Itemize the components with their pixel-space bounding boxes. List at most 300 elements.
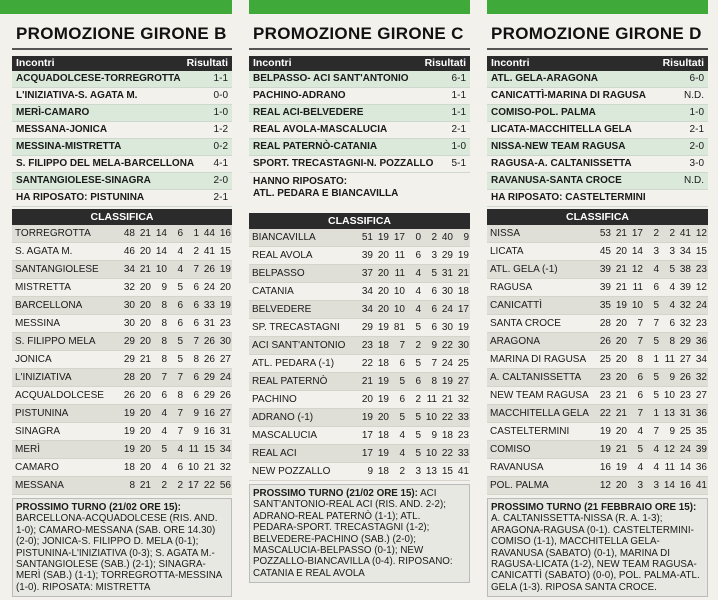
stat-cell: 24 xyxy=(438,355,454,373)
standings-row xyxy=(487,261,708,279)
stat-cell: 6 xyxy=(406,247,422,265)
stat-cell: 30 xyxy=(438,283,454,301)
stat-cell: 2 xyxy=(184,243,200,261)
stat-cell: 20 xyxy=(612,243,628,261)
stat-cell: 20 xyxy=(612,369,628,387)
team-name: SANTA CROCE xyxy=(487,315,591,333)
girone-c-title: PROMOZIONE GIRONE C xyxy=(253,24,464,43)
match-teams: NISSA-NEW TEAM RAGUSA xyxy=(491,141,626,152)
stat-cell: 7 xyxy=(628,333,644,351)
standings-row xyxy=(12,243,232,261)
team-name: CAMARO xyxy=(12,459,115,477)
standings-row xyxy=(249,337,470,355)
stat-cell: 5 xyxy=(422,265,438,283)
team-name: CATANIA xyxy=(249,283,353,301)
stat-cell: 20 xyxy=(136,441,152,459)
team-name: COMISO xyxy=(487,441,591,459)
stat-cell: 4 xyxy=(628,459,644,477)
stat-cell: 20 xyxy=(136,243,152,261)
standings-row xyxy=(12,423,232,441)
stat-cell: 6 xyxy=(390,355,406,373)
stat-cell: 29 xyxy=(115,351,136,369)
stat-cell: 6 xyxy=(152,387,168,405)
incontri-label: Incontri xyxy=(491,57,530,69)
stat-cell: 5 xyxy=(390,409,406,427)
stat-cell: 5 xyxy=(644,369,660,387)
team-name: JONICA xyxy=(12,351,115,369)
stat-cell: 24 xyxy=(692,297,708,315)
stat-cell: 7 xyxy=(184,333,200,351)
stat-cell: 2 xyxy=(406,337,422,355)
match-result: 2-0 xyxy=(689,141,704,152)
stat-cell: 19 xyxy=(591,423,612,441)
stat-cell: 31 xyxy=(676,405,692,423)
stat-cell: 2 xyxy=(390,463,406,481)
stat-cell: 21 xyxy=(454,265,470,283)
stat-cell: 20 xyxy=(216,279,232,297)
stat-cell: 23 xyxy=(692,315,708,333)
standings-row xyxy=(249,373,470,391)
stat-cell: 16 xyxy=(591,459,612,477)
match-teams: CANICATTÌ-MARINA DI RAGUSA xyxy=(491,90,646,101)
stat-cell: 81 xyxy=(390,319,406,337)
stat-cell: 19 xyxy=(374,391,390,409)
stat-cell: 17 xyxy=(353,427,374,445)
stat-cell: 5 xyxy=(390,373,406,391)
stat-cell: 19 xyxy=(454,319,470,337)
stat-cell: 7 xyxy=(422,355,438,373)
stat-cell: 5 xyxy=(644,333,660,351)
stat-cell: 19 xyxy=(591,441,612,459)
stat-cell: 15 xyxy=(216,243,232,261)
match-row xyxy=(249,156,470,173)
standings-row xyxy=(487,405,708,423)
match-teams: L'INIZIATIVA-S. AGATA M. xyxy=(16,90,138,101)
stat-cell: 4 xyxy=(406,301,422,319)
stat-cell: 6 xyxy=(390,391,406,409)
matches-list xyxy=(487,71,708,207)
match-teams: LICATA-MACCHITELLA GELA xyxy=(491,124,632,135)
standings-row xyxy=(249,265,470,283)
stat-cell: 6 xyxy=(168,459,184,477)
stat-cell: 36 xyxy=(692,459,708,477)
stat-cell: 19 xyxy=(612,297,628,315)
standings-table xyxy=(12,225,232,495)
stat-cell: 33 xyxy=(454,409,470,427)
next-round xyxy=(487,498,708,597)
stat-cell: 25 xyxy=(591,351,612,369)
stat-cell: 21 xyxy=(200,459,216,477)
stat-cell: 6 xyxy=(184,369,200,387)
standings-row xyxy=(249,409,470,427)
stat-cell: 20 xyxy=(612,333,628,351)
standings-row xyxy=(249,391,470,409)
stat-cell: 23 xyxy=(353,337,374,355)
stat-cell: 14 xyxy=(660,477,676,495)
team-name: ARAGONA xyxy=(487,333,591,351)
stat-cell: 20 xyxy=(612,423,628,441)
stat-cell: 22 xyxy=(438,409,454,427)
stat-cell: 24 xyxy=(216,369,232,387)
stat-cell: 4 xyxy=(152,423,168,441)
standings-row xyxy=(249,355,470,373)
stat-cell: 3 xyxy=(644,477,660,495)
team-name: CANICATTÌ xyxy=(487,297,591,315)
stat-cell: 7 xyxy=(644,315,660,333)
standings-table xyxy=(249,229,470,481)
match-result: 3-0 xyxy=(689,158,704,169)
stat-cell: 51 xyxy=(353,229,374,247)
stat-cell: 26 xyxy=(200,351,216,369)
match-teams: MERÌ-CAMARO xyxy=(16,107,90,118)
stat-cell: 20 xyxy=(374,247,390,265)
match-row xyxy=(487,156,708,173)
match-row xyxy=(487,71,708,88)
stat-cell: 26 xyxy=(200,261,216,279)
hanno-riposato-label: HANNO RIPOSATO: xyxy=(253,176,348,187)
risultati-label: Risultati xyxy=(662,57,704,69)
stat-cell: 12 xyxy=(628,261,644,279)
standings-row xyxy=(487,351,708,369)
stat-cell: 41 xyxy=(692,477,708,495)
stat-cell: 12 xyxy=(660,441,676,459)
stat-cell: 41 xyxy=(454,463,470,481)
stat-cell: 4 xyxy=(390,427,406,445)
stat-cell: 2 xyxy=(644,225,660,243)
match-teams: ATL. GELA-ARAGONA xyxy=(491,73,599,84)
stat-cell: 33 xyxy=(200,297,216,315)
match-teams: COMISO-POL. PALMA xyxy=(491,107,596,118)
stat-cell: 34 xyxy=(353,301,374,319)
stat-cell: 10 xyxy=(184,459,200,477)
matches-header xyxy=(487,56,708,71)
match-teams: HA RIPOSATO: CASTELTERMINI xyxy=(491,192,646,203)
stat-cell: 19 xyxy=(454,247,470,265)
team-name: MARINA DI RAGUSA xyxy=(487,351,591,369)
stat-cell: 4 xyxy=(168,441,184,459)
stat-cell: 15 xyxy=(438,463,454,481)
stat-cell: 13 xyxy=(660,405,676,423)
team-name: REAL AVOLA xyxy=(249,247,353,265)
team-name: REAL ACI xyxy=(249,445,353,463)
stat-cell: 9 xyxy=(660,423,676,441)
team-name: RAGUSA xyxy=(487,279,591,297)
stat-cell: 11 xyxy=(422,391,438,409)
stat-cell: 20 xyxy=(374,265,390,283)
classifica-header: CLASSIFICA xyxy=(249,213,470,229)
match-row xyxy=(249,122,470,139)
stat-cell: 7 xyxy=(168,405,184,423)
stat-cell: 14 xyxy=(152,225,168,243)
stat-cell: 8 xyxy=(168,387,184,405)
stat-cell: 3 xyxy=(660,243,676,261)
stat-cell: 31 xyxy=(216,423,232,441)
stat-cell: 0 xyxy=(406,229,422,247)
stat-cell: 53 xyxy=(591,225,612,243)
stat-cell: 16 xyxy=(200,405,216,423)
hanno-riposato xyxy=(249,173,470,203)
next-round xyxy=(249,484,470,583)
stat-cell: 11 xyxy=(660,459,676,477)
matches-list xyxy=(12,71,232,207)
stat-cell: 20 xyxy=(612,315,628,333)
standings-row xyxy=(249,229,470,247)
stat-cell: 15 xyxy=(200,441,216,459)
stat-cell: 39 xyxy=(676,279,692,297)
stat-cell: 37 xyxy=(353,265,374,283)
girone-d-title: PROMOZIONE GIRONE D xyxy=(491,24,702,43)
stat-cell: 2 xyxy=(152,477,168,495)
stat-cell: 35 xyxy=(591,297,612,315)
standings-row xyxy=(487,459,708,477)
stat-cell: 19 xyxy=(115,405,136,423)
standings-row xyxy=(487,297,708,315)
stat-cell: 19 xyxy=(374,445,390,463)
stat-cell: 4 xyxy=(644,459,660,477)
stat-cell: 19 xyxy=(216,297,232,315)
stat-cell: 8 xyxy=(152,297,168,315)
stat-cell: 7 xyxy=(390,337,406,355)
stat-cell: 20 xyxy=(136,297,152,315)
match-row xyxy=(249,139,470,156)
stat-cell: 6 xyxy=(184,387,200,405)
stat-cell: 14 xyxy=(152,243,168,261)
stat-cell: 4 xyxy=(660,279,676,297)
stat-cell: 24 xyxy=(438,301,454,319)
match-result: 5-1 xyxy=(451,158,466,169)
standings-row xyxy=(12,261,232,279)
match-result: 4-1 xyxy=(213,158,228,169)
match-row xyxy=(487,173,708,190)
stat-cell: 3 xyxy=(422,247,438,265)
standings-row xyxy=(249,301,470,319)
standings-row xyxy=(487,279,708,297)
divider xyxy=(249,48,470,50)
stat-cell: 20 xyxy=(136,423,152,441)
stat-cell: 30 xyxy=(454,337,470,355)
match-row xyxy=(487,190,708,207)
team-name: REAL PATERNÒ xyxy=(249,373,353,391)
stat-cell: 27 xyxy=(692,387,708,405)
stat-cell: 23 xyxy=(591,369,612,387)
stat-cell: 5 xyxy=(406,319,422,337)
stat-cell: 5 xyxy=(406,409,422,427)
stat-cell: 11 xyxy=(184,441,200,459)
stat-cell: 4 xyxy=(152,459,168,477)
match-result: N.D. xyxy=(684,90,704,101)
stat-cell: 5 xyxy=(406,355,422,373)
stat-cell: 19 xyxy=(612,459,628,477)
match-row xyxy=(12,122,232,139)
stat-cell: 23 xyxy=(676,387,692,405)
stat-cell: 29 xyxy=(115,333,136,351)
match-row xyxy=(12,190,232,207)
stat-cell: 5 xyxy=(168,279,184,297)
match-result: 6-0 xyxy=(689,73,704,84)
stat-cell: 19 xyxy=(353,409,374,427)
stat-cell: 6 xyxy=(184,279,200,297)
stat-cell: 39 xyxy=(591,261,612,279)
stat-cell: 21 xyxy=(438,391,454,409)
team-name: A. CALTANISSETTA xyxy=(487,369,591,387)
stat-cell: 9 xyxy=(184,405,200,423)
stat-cell: 21 xyxy=(136,477,152,495)
team-name: NEW TEAM RAGUSA xyxy=(487,387,591,405)
incontri-label: Incontri xyxy=(253,57,292,69)
stat-cell: 23 xyxy=(591,387,612,405)
standings-row xyxy=(487,477,708,495)
standings-row xyxy=(12,477,232,495)
match-result: 1-1 xyxy=(213,73,228,84)
match-teams: RAVANUSA-SANTA CROCE xyxy=(491,175,622,186)
stat-cell: 29 xyxy=(200,387,216,405)
team-name: MISTRETTA xyxy=(12,279,115,297)
match-teams: MESSINA-MISTRETTA xyxy=(16,141,122,152)
stat-cell: 34 xyxy=(216,441,232,459)
divider xyxy=(487,48,708,50)
stat-cell: 18 xyxy=(374,463,390,481)
match-teams: REAL ACI-BELVEDERE xyxy=(253,107,364,118)
stat-cell: 7 xyxy=(644,423,660,441)
match-result: 0-2 xyxy=(213,141,228,152)
team-name: MACCHITELLA GELA xyxy=(487,405,591,423)
stat-cell: 2 xyxy=(406,391,422,409)
team-name: BARCELLONA xyxy=(12,297,115,315)
classifica-header: CLASSIFICA xyxy=(487,209,708,225)
stat-cell: 36 xyxy=(692,333,708,351)
stat-cell: 16 xyxy=(676,477,692,495)
stat-cell: 3 xyxy=(644,243,660,261)
match-teams: S. FILIPPO DEL MELA-BARCELLONA xyxy=(16,158,195,169)
team-name: MESSANA xyxy=(12,477,115,495)
stat-cell: 48 xyxy=(115,225,136,243)
stat-cell: 23 xyxy=(692,261,708,279)
standings-row xyxy=(12,441,232,459)
stat-cell: 27 xyxy=(216,405,232,423)
stat-cell: 22 xyxy=(200,477,216,495)
stat-cell: 44 xyxy=(200,225,216,243)
stat-cell: 10 xyxy=(422,409,438,427)
stat-cell: 20 xyxy=(136,315,152,333)
stat-cell: 19 xyxy=(374,373,390,391)
stat-cell: 31 xyxy=(200,315,216,333)
team-name: NISSA xyxy=(487,225,591,243)
stat-cell: 6 xyxy=(422,283,438,301)
next-round xyxy=(12,498,232,597)
standings-row xyxy=(249,283,470,301)
stat-cell: 26 xyxy=(676,369,692,387)
match-teams: SANTANGIOLESE-SINAGRA xyxy=(16,175,151,186)
next-round-text: ACI SANT'ANTONIO-REAL ACI (RIS. AND. 2-2); ADRANO-REAL PATERNÒ (1-1); ATL. PEDARA-SPORT. TRECASTAGNI (1-2); BELVEDERE-PACHINO (SAB.) (2-0); MASCALUCIA-BELPASSO (0-1); NEW POZZALLO-BIANCAVILLA (0-4). RIPOSANO: CATANIA E REAL AVOLA xyxy=(253,488,453,579)
stat-cell: 21 xyxy=(136,351,152,369)
standings-row xyxy=(12,279,232,297)
stat-cell: 19 xyxy=(115,423,136,441)
stat-cell: 10 xyxy=(152,261,168,279)
stat-cell: 12 xyxy=(692,225,708,243)
stat-cell: 6 xyxy=(406,373,422,391)
stat-cell: 32 xyxy=(216,459,232,477)
incontri-label: Incontri xyxy=(16,57,55,69)
stat-cell: 24 xyxy=(676,441,692,459)
match-row xyxy=(487,139,708,156)
next-round-label: PROSSIMO TURNO (21/02 ORE 15): xyxy=(16,502,181,513)
stat-cell: 21 xyxy=(612,261,628,279)
stat-cell: 10 xyxy=(628,297,644,315)
green-top-bar xyxy=(487,0,708,14)
stat-cell: 12 xyxy=(591,477,612,495)
stat-cell: 4 xyxy=(644,441,660,459)
stat-cell: 21 xyxy=(353,373,374,391)
stat-cell: 36 xyxy=(692,405,708,423)
match-result: 1-0 xyxy=(213,107,228,118)
stat-cell: 11 xyxy=(628,279,644,297)
team-name: ATL. PEDARA (-1) xyxy=(249,355,353,373)
risultati-label: Risultati xyxy=(186,57,228,69)
stat-cell: 8 xyxy=(152,351,168,369)
stat-cell: 6 xyxy=(628,369,644,387)
stat-cell: 21 xyxy=(612,279,628,297)
stat-cell: 22 xyxy=(438,337,454,355)
stat-cell: 26 xyxy=(591,333,612,351)
match-teams: HA RIPOSATO: PISTUNINA xyxy=(16,192,145,203)
standings-row xyxy=(487,243,708,261)
stat-cell: 4 xyxy=(644,261,660,279)
green-top-bar xyxy=(0,0,232,14)
classifica-header: CLASSIFICA xyxy=(12,209,232,225)
stat-cell: 20 xyxy=(374,301,390,319)
stat-cell: 8 xyxy=(152,333,168,351)
stat-cell: 17 xyxy=(353,445,374,463)
stat-cell: 26 xyxy=(115,387,136,405)
standings-row xyxy=(487,333,708,351)
standings-row xyxy=(12,369,232,387)
stat-cell: 29 xyxy=(438,247,454,265)
team-name: ADRANO (-1) xyxy=(249,409,353,427)
stat-cell: 21 xyxy=(612,225,628,243)
stat-cell: 17 xyxy=(628,225,644,243)
stat-cell: 23 xyxy=(216,315,232,333)
standings-row xyxy=(12,225,232,243)
stat-cell: 6 xyxy=(184,315,200,333)
stat-cell: 29 xyxy=(200,369,216,387)
stat-cell: 6 xyxy=(422,301,438,319)
match-teams: REAL PATERNÒ-CATANIA xyxy=(253,141,378,152)
team-name: MASCALUCIA xyxy=(249,427,353,445)
stat-cell: 1 xyxy=(644,405,660,423)
stat-cell: 3 xyxy=(406,463,422,481)
standings-row xyxy=(12,351,232,369)
stat-cell: 5 xyxy=(406,445,422,463)
stat-cell: 6 xyxy=(168,315,184,333)
stat-cell: 8 xyxy=(628,351,644,369)
match-result: N.D. xyxy=(684,175,704,186)
stat-cell: 19 xyxy=(374,229,390,247)
stat-cell: 5 xyxy=(628,441,644,459)
stat-cell: 16 xyxy=(200,423,216,441)
stat-cell: 15 xyxy=(692,243,708,261)
stat-cell: 22 xyxy=(438,445,454,463)
girone-b-title: PROMOZIONE GIRONE B xyxy=(16,24,227,43)
hanno-riposato-teams: ATL. PEDARA E BIANCAVILLA xyxy=(253,188,399,199)
stat-cell: 18 xyxy=(115,459,136,477)
stat-cell: 4 xyxy=(660,297,676,315)
next-round-text: A. CALTANISSETTA-NISSA (R. A. 1-3); ARAGONA-RAGUSA (0-1). CASTELTERMINI-COMISO (1-1), MACCHITELLA GELA-RAVANUSA (SABATO) (0-1), MARINA DI RAGUSA-LICATA (1-2), NEW TEAM RAGUSA-CANICATTÌ (SABATO) (0-0), POL. PALMA-ATL. GELA (1-3). RIPOSA SANTA CROCE. xyxy=(491,513,700,593)
match-result: 2-1 xyxy=(451,124,466,135)
match-teams: ACQUADOLCESE-TORREGROTTA xyxy=(16,73,181,84)
stat-cell: 4 xyxy=(406,265,422,283)
stat-cell: 8 xyxy=(152,315,168,333)
girone-c-column xyxy=(249,0,470,583)
